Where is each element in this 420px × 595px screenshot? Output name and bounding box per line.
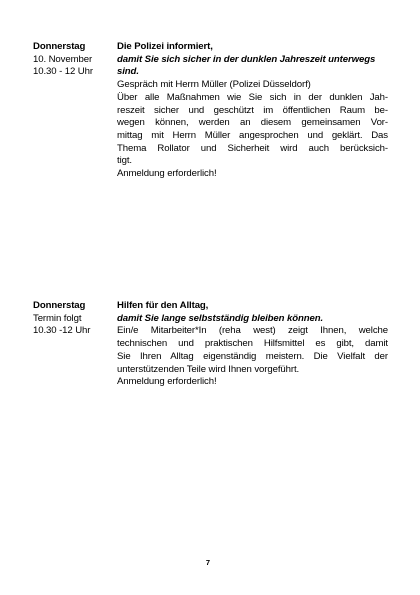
event-body-line: Über alle Maßnahmen wie Sie sich in der dunklen Jah- [117, 91, 388, 103]
event-body-line: Ein/e Mitarbeiter*In (reha west) zeigt Ihnen, welche [117, 325, 388, 337]
event-description [117, 300, 388, 389]
event-date: Termin folgt [33, 312, 82, 324]
event-subtitle-line: damit Sie sich sicher in der dunklen Jahreszeit unterwegs [117, 53, 376, 65]
event-time: 10.30 -12 Uhr [33, 325, 91, 337]
event-body-line: Gespräch mit Herrn Müller (Polizei Düsseldorf) [117, 79, 311, 91]
event-subtitle-line: damit Sie lange selbstständig bleiben können. [117, 312, 324, 324]
event-description [117, 41, 388, 181]
event-body-line: reszeit sicher und geschützt im öffentlichen Raum be- [117, 104, 388, 116]
event-body-line: unterstützenden Teile wird Ihnen vorgeführt. [117, 363, 300, 375]
event-date: 10. November [33, 53, 93, 65]
event-body-line: technischen und praktischen Hilfsmittel es gibt, damit [117, 338, 388, 350]
event-date-block [33, 300, 113, 338]
event-body-line: wegen können, werden an diesem gemeinsamen Vor- [117, 117, 388, 129]
page-number: 7 [205, 558, 211, 567]
event-title: Hilfen für den Alltag, [117, 300, 209, 311]
event-date-block [33, 41, 113, 79]
event-weekday: Donnerstag [33, 41, 86, 52]
event-body-line: mittag mit Herrn Müller angesprochen und geklärt. Das [117, 129, 388, 141]
event-body-line: tigt. [117, 155, 132, 167]
event-weekday: Donnerstag [33, 300, 86, 311]
event-body-line: Thema Rollator und Sicherheit wird auch berücksich- [117, 142, 388, 154]
event-subtitle-line: sind. [117, 66, 139, 78]
event-registration-note: Anmeldung erforderlich! [117, 376, 217, 388]
event-body-line: Sie Ihren Alltag eigenständig meistern. Die Vielfalt der [117, 350, 388, 362]
event-title: Die Polizei informiert, [117, 41, 213, 52]
event-registration-note: Anmeldung erforderlich! [117, 168, 217, 180]
event-time: 10.30 - 12 Uhr [33, 66, 93, 78]
